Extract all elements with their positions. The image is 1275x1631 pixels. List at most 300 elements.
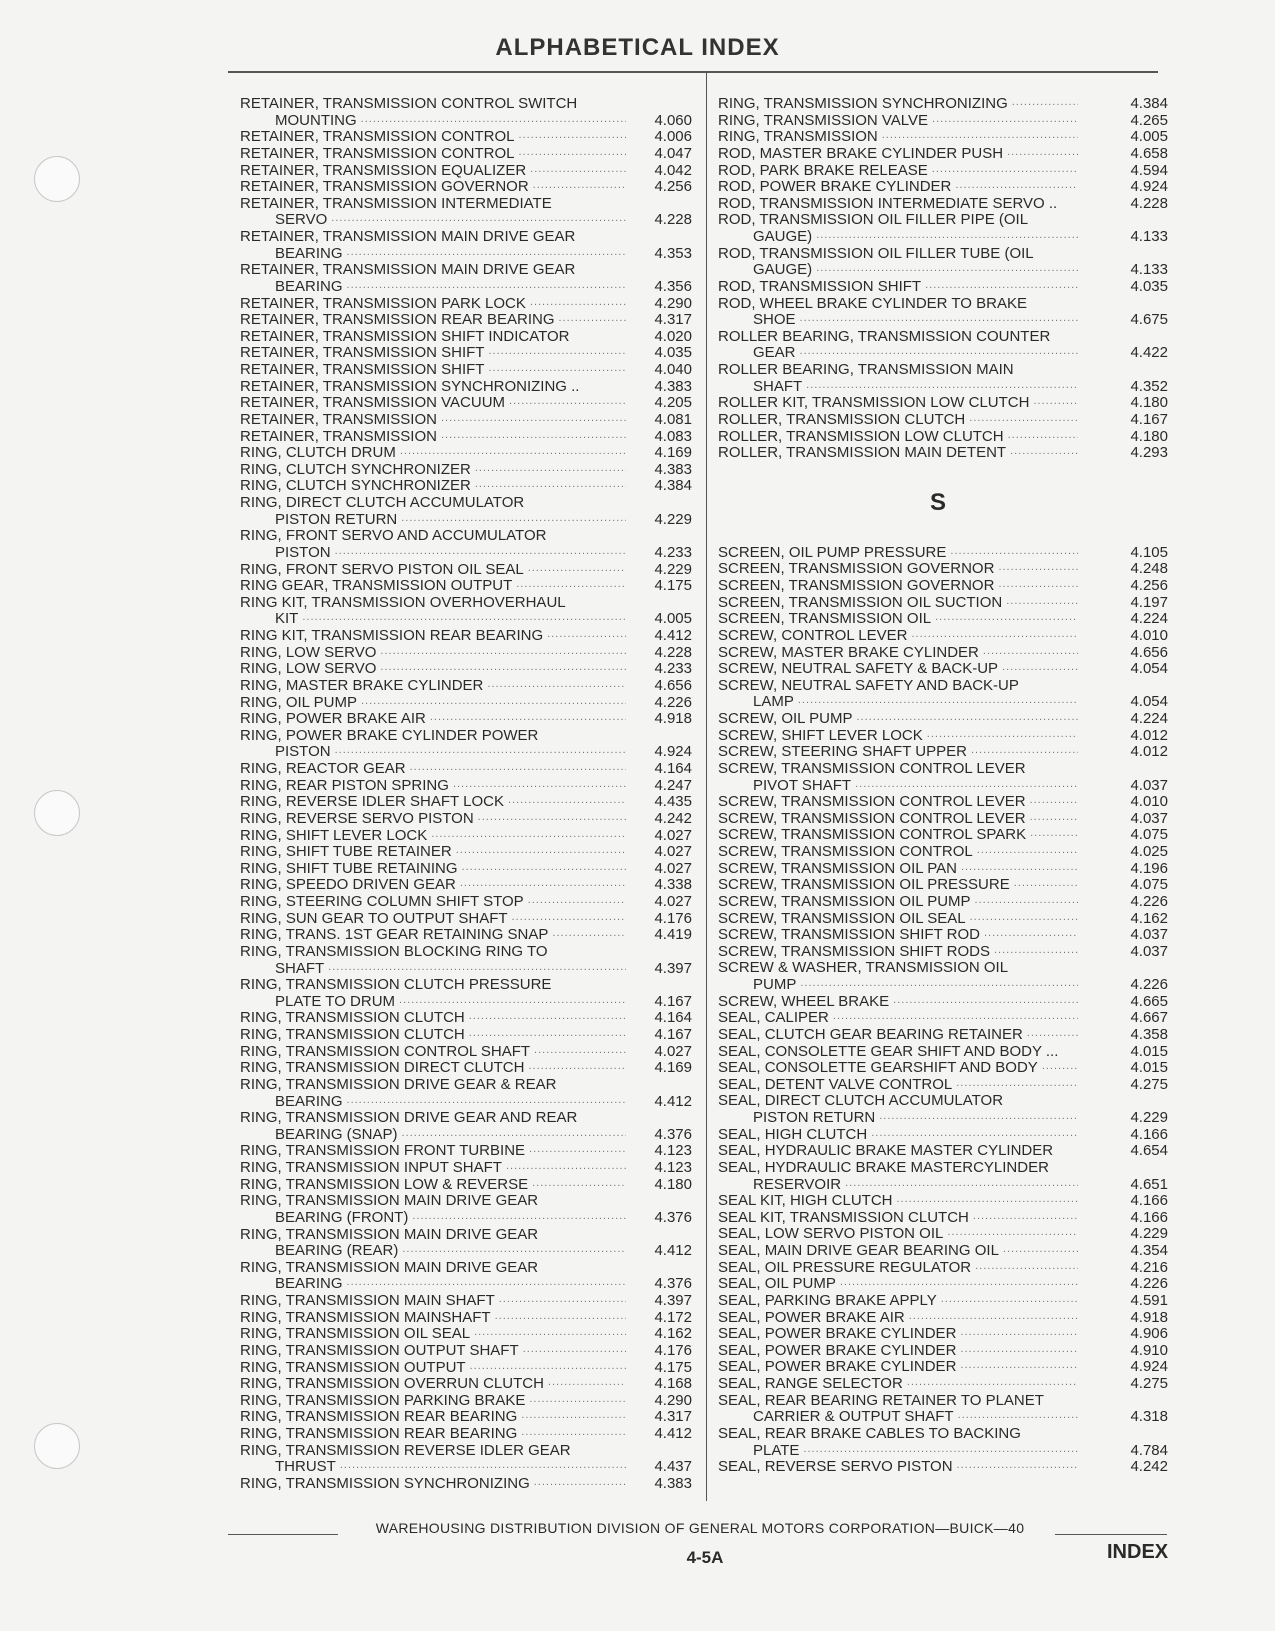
- entry-page-number: 4.012: [1130, 726, 1168, 744]
- entry-text: SCREEN, TRANSMISSION OIL SUCTION: [718, 593, 1003, 611]
- entry-line: [718, 1326, 1168, 1343]
- entry-line: [240, 312, 692, 329]
- dot-leader: [1008, 427, 1078, 444]
- page-number: 4-5A: [686, 1548, 724, 1567]
- dot-leader: [474, 1324, 626, 1341]
- index-entry: [718, 894, 1168, 911]
- entry-text: RING, TRANSMISSION BLOCKING RING TO: [240, 942, 548, 960]
- entry-line: [718, 429, 1168, 446]
- entry-text: RETAINER, TRANSMISSION SYNCHRONIZING ..: [240, 377, 580, 395]
- index-entry: [718, 1077, 1168, 1094]
- entry-page-number: 4.229: [1130, 1109, 1168, 1126]
- entry-page-number: 4.168: [654, 1375, 692, 1393]
- entry-page-number: 4.226: [654, 693, 692, 711]
- dot-leader: [469, 1025, 626, 1042]
- entry-page-number: 4.784: [1130, 1441, 1168, 1459]
- entry-page-number: 4.290: [654, 294, 692, 312]
- dot-leader: [430, 709, 626, 726]
- entry-page-number: 4.010: [1130, 793, 1168, 811]
- dot-leader: [347, 244, 626, 261]
- entry-page-number: 4.176: [654, 1341, 692, 1359]
- index-entry: [718, 212, 1168, 245]
- entry-text: RING, TRANSMISSION MAIN DRIVE GEAR: [240, 1258, 539, 1276]
- index-entry: [718, 678, 1168, 711]
- entry-line: [718, 877, 1168, 894]
- entry-page-number: 4.412: [654, 1425, 692, 1442]
- entry-continuation-line: [240, 1243, 692, 1260]
- entry-text: SCREW, TRANSMISSION CONTROL LEVER: [718, 809, 1026, 827]
- entry-text: CARRIER & OUTPUT SHAFT: [753, 1408, 954, 1426]
- index-entry: [718, 911, 1168, 928]
- entry-text: RING GEAR, TRANSMISSION OUTPUT: [240, 577, 513, 595]
- index-entry: [240, 1260, 692, 1293]
- entry-text: SEAL, DIRECT CLUTCH ACCUMULATOR: [718, 1092, 1004, 1110]
- entry-page-number: 4.054: [1130, 693, 1168, 711]
- entry-text: RING, TRANSMISSION FRONT TURBINE: [240, 1142, 526, 1160]
- entry-line: [718, 1459, 1168, 1476]
- entry-text: SCREW, NEUTRAL SAFETY & BACK-UP: [718, 660, 999, 678]
- index-entry: [718, 296, 1168, 329]
- entry-text: RING, SHIFT TUBE RETAINING: [240, 859, 458, 877]
- entry-line: [718, 811, 1168, 828]
- index-entry: [718, 129, 1168, 146]
- dot-leader: [984, 925, 1078, 942]
- dot-leader: [533, 177, 626, 194]
- entry-page-number: 4.675: [1130, 311, 1168, 329]
- index-entry: [718, 545, 1168, 562]
- entry-text: RING, TRANSMISSION LOW & REVERSE: [240, 1175, 529, 1193]
- dot-leader: [478, 809, 626, 826]
- entry-text: RING, TRANSMISSION OVERRUN CLUTCH: [240, 1375, 544, 1393]
- dot-leader: [998, 559, 1078, 576]
- dot-leader: [1012, 94, 1078, 111]
- entry-line: [718, 861, 1168, 878]
- title-rule: [228, 71, 1158, 73]
- index-entry: [240, 478, 692, 495]
- entry-page-number: 4.594: [1130, 161, 1168, 179]
- dot-leader: [800, 975, 1078, 992]
- entry-text: RETAINER, TRANSMISSION PARK LOCK: [240, 294, 526, 312]
- dot-leader: [1002, 659, 1078, 676]
- index-entry: [240, 179, 692, 196]
- entry-line: [718, 1243, 1168, 1260]
- dot-leader: [955, 177, 1078, 194]
- entry-text: RETAINER, TRANSMISSION REAR BEARING: [240, 311, 555, 329]
- dot-leader: [1003, 1241, 1078, 1258]
- section-label: INDEX: [1107, 1541, 1169, 1563]
- entry-page-number: 4.164: [654, 1009, 692, 1027]
- dot-leader: [509, 393, 626, 410]
- entry-page-number: 4.123: [654, 1142, 692, 1160]
- entry-page-number: 4.027: [654, 859, 692, 877]
- dot-leader: [800, 343, 1078, 360]
- dot-leader: [460, 875, 626, 892]
- entry-text: BEARING: [275, 244, 343, 262]
- entry-text: SEAL, POWER BRAKE AIR: [718, 1308, 905, 1326]
- entry-page-number: 4.397: [654, 959, 692, 977]
- entry-text: RING, OIL PUMP: [240, 693, 357, 711]
- entry-text: RETAINER, TRANSMISSION CONTROL: [240, 128, 515, 146]
- entry-text: RING, STEERING COLUMN SHIFT STOP: [240, 893, 524, 910]
- entry-page-number: 4.175: [654, 577, 692, 595]
- index-entry: [240, 1193, 692, 1226]
- index-entry: [240, 927, 692, 944]
- entry-page-number: 4.419: [654, 926, 692, 944]
- entry-page-number: 4.175: [654, 1358, 692, 1376]
- entry-line: [718, 1143, 1168, 1160]
- entry-page-number: 4.376: [654, 1125, 692, 1143]
- index-entry: [718, 412, 1168, 429]
- entry-page-number: 4.027: [654, 826, 692, 844]
- dot-leader: [529, 1391, 626, 1408]
- dot-leader: [380, 659, 626, 676]
- entry-line: [240, 1177, 692, 1194]
- index-entry: [718, 1459, 1168, 1476]
- entry-text: SCREW, TRANSMISSION CONTROL LEVER: [718, 793, 1026, 811]
- dot-leader: [487, 676, 626, 693]
- index-group-r: [718, 96, 1168, 462]
- entry-text: RING, TRANSMISSION: [718, 128, 878, 146]
- entry-page-number: 4.247: [654, 776, 692, 794]
- entry-page-number: 4.180: [1130, 427, 1168, 445]
- entry-page-number: 4.228: [654, 643, 692, 661]
- entry-text: RETAINER, TRANSMISSION SHIFT INDICATOR: [240, 327, 570, 345]
- index-entry: [240, 944, 692, 977]
- index-entry: [718, 1027, 1168, 1044]
- entry-page-number: 4.167: [654, 1026, 692, 1043]
- index-entry: [240, 1060, 692, 1077]
- dot-leader: [816, 227, 1078, 244]
- dot-leader: [935, 609, 1078, 626]
- entry-page-number: 4.435: [654, 793, 692, 811]
- entry-text: ROLLER, TRANSMISSION LOW CLUTCH: [718, 427, 1004, 445]
- index-entry: [240, 1110, 692, 1143]
- entry-text: SCREW, TRANSMISSION OIL PUMP: [718, 892, 971, 910]
- index-entry: [718, 861, 1168, 878]
- dot-leader: [347, 1274, 626, 1291]
- entry-page-number: 4.037: [1130, 926, 1168, 944]
- dot-leader: [335, 543, 626, 560]
- entry-page-number: 4.196: [1130, 859, 1168, 877]
- dot-leader: [488, 343, 626, 360]
- index-entry: [718, 1343, 1168, 1360]
- dot-leader: [399, 992, 626, 1009]
- dot-leader: [441, 410, 626, 427]
- entry-text: PISTON RETURN: [753, 1109, 876, 1126]
- entry-continuation-line: [718, 1443, 1168, 1460]
- entry-page-number: 4.383: [654, 460, 692, 478]
- dot-leader: [512, 909, 626, 926]
- entry-text: SEAL, REAR BEARING RETAINER TO PLANET: [718, 1391, 1044, 1409]
- entry-line: [240, 927, 692, 944]
- entry-continuation-line: [240, 961, 692, 978]
- entry-page-number: 4.172: [654, 1308, 692, 1326]
- entry-text: SEAL, OIL PRESSURE REGULATOR: [718, 1258, 972, 1276]
- entry-text: RING KIT, TRANSMISSION OVERHOVERHAUL: [240, 593, 566, 611]
- entry-page-number: 4.025: [1130, 843, 1168, 860]
- index-entry: [718, 1060, 1168, 1077]
- dot-leader: [475, 476, 626, 493]
- entry-page-number: 4.290: [654, 1391, 692, 1409]
- entry-text: SEAL, HYDRAULIC BRAKE MASTER CYLINDER: [718, 1142, 1054, 1160]
- dot-leader: [470, 1358, 626, 1375]
- entry-text: SCREW, TRANSMISSION SHIFT RODS: [718, 942, 990, 960]
- entry-line: [718, 1027, 1168, 1044]
- entry-page-number: 4.229: [654, 560, 692, 578]
- entry-page-number: 4.924: [654, 743, 692, 761]
- entry-page-number: 4.356: [654, 277, 692, 295]
- entry-text: THRUST: [275, 1458, 336, 1476]
- dot-leader: [521, 1424, 626, 1441]
- dot-leader: [803, 1441, 1078, 1458]
- dot-leader: [548, 1374, 626, 1391]
- entry-line: [718, 412, 1168, 429]
- entry-page-number: 4.012: [1130, 743, 1168, 761]
- dot-leader: [431, 826, 626, 843]
- entry-text: RING, TRANSMISSION MAIN DRIVE GEAR: [240, 1225, 539, 1243]
- index-group-s: [718, 545, 1168, 1476]
- dot-leader: [340, 1457, 626, 1474]
- entry-page-number: 4.383: [654, 1474, 692, 1492]
- dot-leader: [1027, 1025, 1078, 1042]
- entry-page-number: 4.656: [654, 676, 692, 694]
- entry-page-number: 4.015: [1130, 1042, 1168, 1060]
- dot-leader: [950, 543, 1078, 560]
- index-entry: [718, 1160, 1168, 1193]
- entry-continuation-line: [240, 212, 692, 229]
- index-entry: [240, 728, 692, 761]
- entry-page-number: 4.256: [654, 178, 692, 196]
- entry-page-number: 4.384: [654, 477, 692, 495]
- entry-text: RING, CLUTCH DRUM: [240, 444, 396, 462]
- entry-text: PISTON RETURN: [275, 510, 398, 528]
- entry-line: [240, 1476, 692, 1493]
- index-entry: [240, 229, 692, 262]
- index-entry: [718, 1243, 1168, 1260]
- entry-text: RING, TRANSMISSION VALVE: [718, 111, 929, 129]
- index-entry: [718, 279, 1168, 296]
- dot-leader: [508, 792, 626, 809]
- entry-line: [240, 478, 692, 495]
- index-entry: [718, 429, 1168, 446]
- dot-leader: [1030, 809, 1078, 826]
- dot-leader: [559, 310, 627, 327]
- page-title: ALPHABETICAL INDEX: [495, 34, 780, 61]
- entry-text: ROD, MASTER BRAKE CYLINDER PUSH: [718, 144, 1004, 162]
- entry-page-number: 4.167: [654, 992, 692, 1010]
- index-entry: [718, 362, 1168, 395]
- entry-page-number: 4.133: [1130, 228, 1168, 245]
- dot-leader: [518, 144, 626, 161]
- entry-continuation-line: [240, 512, 692, 529]
- entry-text: SCREW, STEERING SHAFT UPPER: [718, 743, 967, 761]
- index-entry: [240, 1443, 692, 1476]
- index-entry: [240, 495, 692, 528]
- entry-page-number: 4.005: [1130, 128, 1168, 146]
- entry-page-number: 4.006: [654, 128, 692, 146]
- entry-line: [718, 794, 1168, 811]
- index-entry: [718, 1226, 1168, 1243]
- entry-line: [718, 894, 1168, 911]
- entry-page-number: 4.060: [654, 111, 692, 129]
- entry-text: SERVO: [275, 211, 328, 229]
- entry-page-number: 4.035: [654, 344, 692, 362]
- dot-leader: [518, 127, 626, 144]
- entry-text: PLATE: [753, 1441, 800, 1459]
- entry-continuation-line: [718, 345, 1168, 362]
- index-entry: [718, 661, 1168, 678]
- entry-text: SHOE: [753, 311, 796, 329]
- entry-line: [718, 827, 1168, 844]
- index-entry: [718, 960, 1168, 993]
- dot-leader: [534, 1042, 626, 1059]
- dot-leader: [530, 294, 626, 311]
- index-entry: [718, 329, 1168, 362]
- index-entry: [240, 96, 692, 129]
- dot-leader: [347, 277, 626, 294]
- dot-leader: [806, 377, 1078, 394]
- dot-leader: [1014, 875, 1078, 892]
- entry-page-number: 4.384: [1130, 95, 1168, 112]
- entry-line: [718, 1226, 1168, 1243]
- dot-leader: [896, 1191, 1078, 1208]
- dot-leader: [499, 1291, 626, 1308]
- entry-line: [718, 844, 1168, 861]
- entry-text: BEARING (FRONT): [275, 1208, 409, 1226]
- dot-leader: [961, 859, 1078, 876]
- entry-text: SCREW, OIL PUMP: [718, 710, 853, 727]
- entry-page-number: 4.248: [1130, 560, 1168, 578]
- entry-line: [718, 927, 1168, 944]
- entry-text: RETAINER, TRANSMISSION SHIFT: [240, 344, 485, 362]
- dot-leader: [1007, 144, 1078, 161]
- entry-page-number: 4.166: [1130, 1192, 1168, 1210]
- dot-leader: [523, 1341, 626, 1358]
- dot-leader: [1030, 825, 1078, 842]
- dot-leader: [845, 1175, 1078, 1192]
- entry-page-number: 4.317: [654, 1408, 692, 1426]
- index-entry: [718, 1310, 1168, 1327]
- entry-page-number: 4.397: [654, 1292, 692, 1309]
- entry-page-number: 4.412: [654, 627, 692, 644]
- entry-page-number: 4.654: [1130, 1142, 1168, 1160]
- dot-leader: [855, 776, 1078, 793]
- entry-page-number: 4.226: [1130, 976, 1168, 993]
- entry-text: RETAINER, TRANSMISSION MAIN DRIVE GEAR: [240, 261, 576, 279]
- entry-text: PUMP: [753, 976, 797, 993]
- entry-page-number: 4.228: [1130, 194, 1168, 212]
- dot-leader: [400, 443, 626, 460]
- entry-line: [718, 578, 1168, 595]
- index-entry: [718, 728, 1168, 745]
- index-entry: [718, 1210, 1168, 1227]
- dot-leader: [927, 726, 1078, 743]
- dot-leader: [552, 925, 626, 942]
- entry-line: [718, 628, 1168, 645]
- entry-text: ROLLER KIT, TRANSMISSION LOW CLUTCH: [718, 394, 1030, 412]
- entry-line: [240, 179, 692, 196]
- index-entry: [718, 1127, 1168, 1144]
- entry-text: SHAFT: [275, 959, 325, 977]
- dot-leader: [941, 1291, 1078, 1308]
- entry-line: [240, 1426, 692, 1443]
- entry-text: GAUGE): [753, 261, 813, 279]
- entry-page-number: 4.358: [1130, 1025, 1168, 1043]
- entry-line: [240, 1060, 692, 1077]
- dot-leader: [488, 360, 626, 377]
- index-entry: [240, 977, 692, 1010]
- entry-continuation-line: [718, 379, 1168, 396]
- entry-page-number: 4.027: [654, 843, 692, 861]
- dot-leader: [960, 1341, 1078, 1358]
- index-entry: [718, 794, 1168, 811]
- dot-leader: [528, 560, 626, 577]
- dot-leader: [380, 643, 626, 660]
- entry-text: SEAL, HYDRAULIC BRAKE MASTERCYLINDER: [718, 1158, 1049, 1176]
- index-entry: [240, 1177, 692, 1194]
- entry-page-number: 4.176: [654, 909, 692, 927]
- entry-line: [718, 1393, 1168, 1410]
- index-entry: [240, 528, 692, 561]
- entry-text: SEAL, CLUTCH GEAR BEARING RETAINER: [718, 1025, 1023, 1043]
- entry-text: PISTON: [275, 743, 331, 761]
- entry-text: SCREW, NEUTRAL SAFETY AND BACK-UP: [718, 676, 1019, 694]
- index-entry: [718, 944, 1168, 961]
- entry-text: SCREW, TRANSMISSION OIL PRESSURE: [718, 876, 1010, 894]
- entry-page-number: 4.133: [1130, 261, 1168, 279]
- entry-page-number: 4.169: [654, 444, 692, 462]
- dot-leader: [547, 626, 626, 643]
- dot-leader: [893, 992, 1078, 1009]
- dot-leader: [462, 859, 626, 876]
- entry-text: RETAINER, TRANSMISSION VACUUM: [240, 394, 506, 412]
- entry-line: [718, 944, 1168, 961]
- index-entry: [718, 196, 1168, 213]
- index-entry: [718, 1093, 1168, 1126]
- dot-leader: [302, 609, 626, 626]
- dot-leader: [1006, 593, 1078, 610]
- entry-continuation-line: [718, 312, 1168, 329]
- entry-text: ROD, POWER BRAKE CYLINDER: [718, 178, 952, 196]
- entry-text: RING, TRANSMISSION OUTPUT: [240, 1358, 466, 1376]
- entry-page-number: 4.166: [1130, 1125, 1168, 1143]
- entry-text: ROLLER BEARING, TRANSMISSION MAIN: [718, 361, 1014, 378]
- entry-text: SCREEN, OIL PUMP PRESSURE: [718, 543, 947, 561]
- dot-leader: [975, 892, 1078, 909]
- dot-leader: [361, 111, 626, 128]
- entry-text: SCREW, TRANSMISSION SHIFT ROD: [718, 926, 980, 944]
- entry-text: SCREEN, TRANSMISSION OIL: [718, 610, 932, 628]
- entry-continuation-line: [718, 778, 1168, 795]
- dot-leader: [328, 959, 626, 976]
- entry-page-number: 4.338: [654, 876, 692, 894]
- entry-page-number: 4.005: [654, 610, 692, 628]
- entry-text: LAMP: [753, 693, 794, 711]
- entry-line: [718, 561, 1168, 578]
- entry-text: RING, TRANSMISSION DRIVE GEAR & REAR: [240, 1075, 557, 1093]
- entry-continuation-line: [718, 229, 1168, 246]
- entry-text: RING, TRANSMISSION REVERSE IDLER GEAR: [240, 1441, 571, 1459]
- entry-text: SCREW, MASTER BRAKE CYLINDER: [718, 643, 979, 661]
- entry-text: RING, TRANSMISSION OUTPUT SHAFT: [240, 1341, 519, 1359]
- dot-leader: [516, 576, 626, 593]
- entry-text: SCREW & WASHER, TRANSMISSION OIL: [718, 959, 1009, 977]
- dot-leader: [840, 1274, 1078, 1291]
- index-entry: [240, 196, 692, 229]
- index-entry: [718, 561, 1168, 578]
- dot-leader: [856, 709, 1078, 726]
- entry-text: SCREW, CONTROL LEVER: [718, 626, 908, 644]
